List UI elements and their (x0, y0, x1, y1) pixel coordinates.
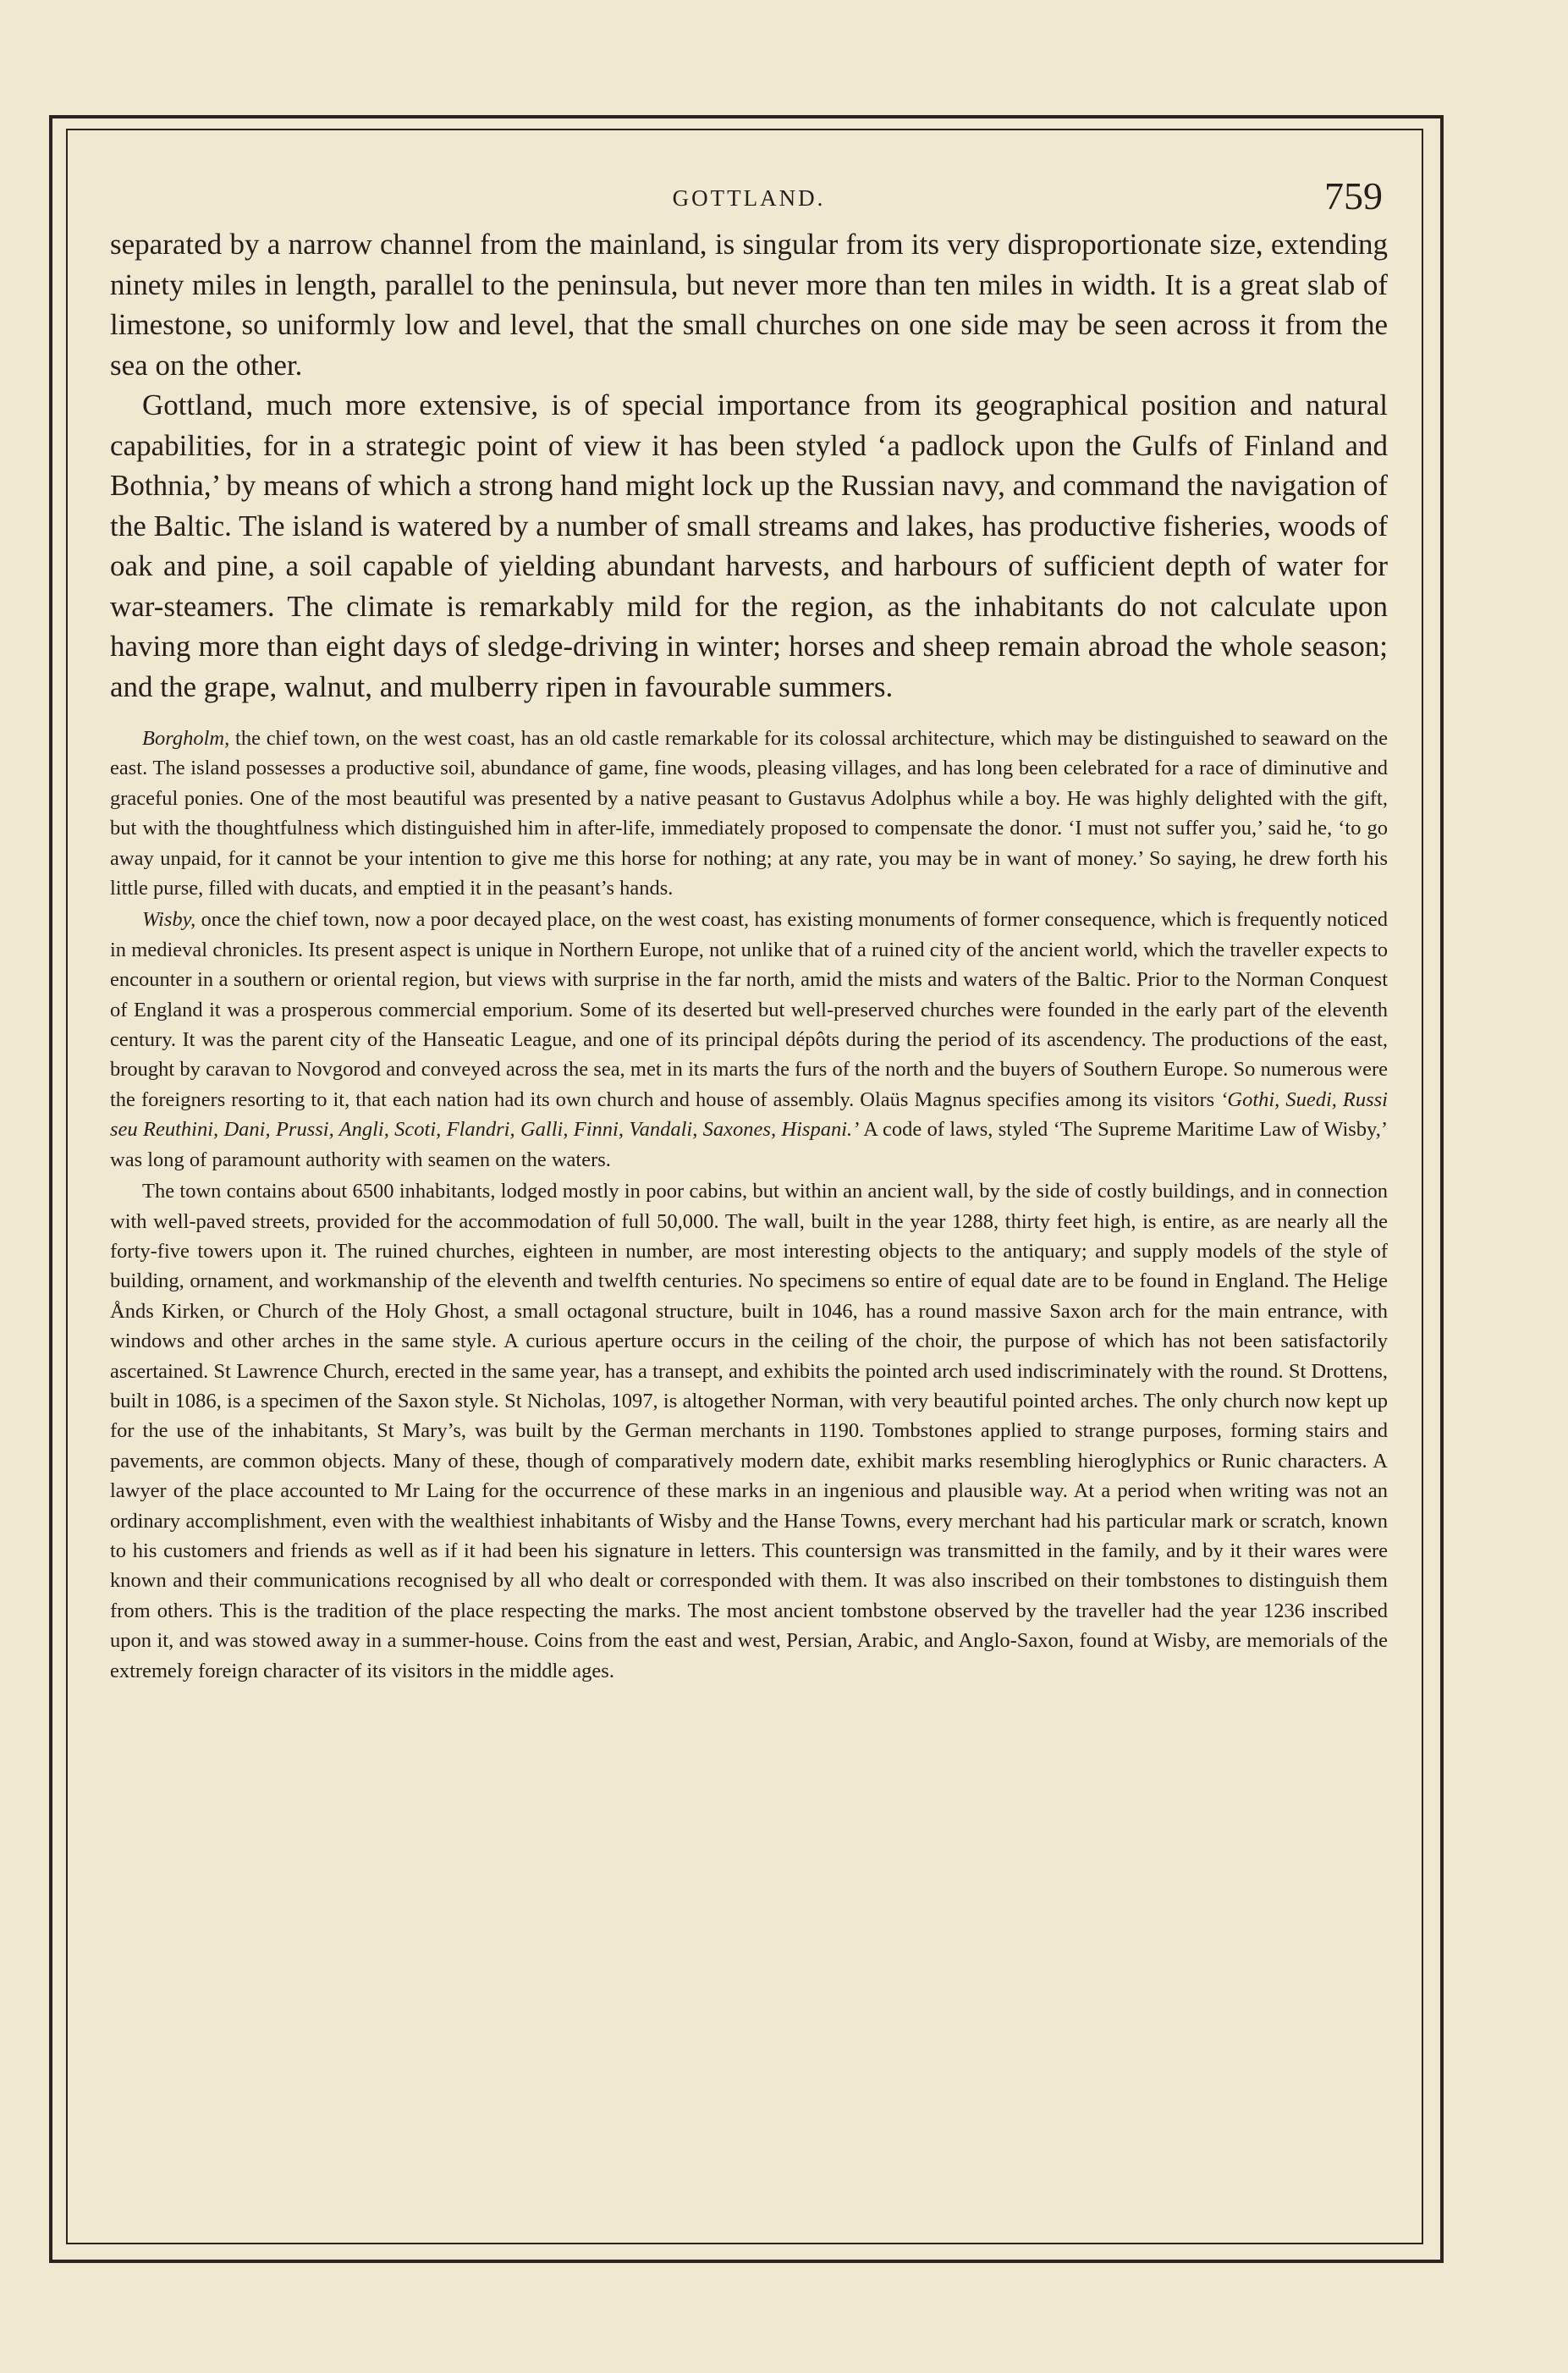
running-title: GOTTLAND. (672, 185, 826, 211)
wisby-paragraph (110, 905, 1388, 1175)
lead-paragraph: separated by a narrow channel from the mainland, is singular from its very disproportionate size, extending ninety miles in length, parallel to the peninsula, but never more than ten miles in width. It is a great slab of limestone, so uniformly low and level, that the small churches on one side may be seen across it from the sea on the other. (110, 228, 1388, 382)
small-print-section (110, 724, 1388, 1686)
borgholm-text: the chief town, on the west coast, has an old castle remarkable for its colossal architecture, which may be distinguished to seaward on the east. The island possesses a productive soil, abundance of game, fine woods, pleasing villages, and has long been celebrated for a race of diminutive and graceful ponies. One of the most beautiful was presented by a native peasant to Gustavus Adolphus while a boy. He was highly delighted with the gift, but with the thoughtfulness which distinguished him in after-life, immediately proposed to compensate the donor. ‘I must not suffer you,’ said he, ‘to go away unpaid, for it cannot be your intention to give me this horse for nothing; at any rate, you may be in want of money.’ So saying, he drew forth his little purse, filled with ducats, and emptied it in the peasant’s hands. (110, 727, 1388, 900)
running-head (110, 173, 1388, 224)
page-number: 759 (1324, 174, 1383, 217)
wisby-text: once the chief town, now a poor decayed place, on the west coast, has existing monuments of former consequence, which is frequently noticed in medieval chronicles. Its present aspect is unique in Northern Europe, not unlike that of a ruined city of the ancient world, which the traveller expects to encounter in a southern or oriental region, but views with surprise in the far north, amid the mists and waters of the Baltic. Prior to the Norman Conquest of England it was a prosperous commercial emporium. Some of its deserted but well-preserved churches were founded in the early part of the eleventh century. It was the parent city of the Hanseatic League, and one of its principal dépôts during the period of its ascendency. The productions of the east, brought by caravan to Novgorod and conveyed across the sea, met in its marts the furs of the north and the buyers of Southern Europe. So numerous were the foreigners resorting to it, that each nation had its own church and house of assembly. Olaüs Magnus specifies among its visitors (110, 908, 1388, 1111)
town-paragraph: The town contains about 6500 inhabitants, lodged mostly in poor cabins, but within an ancient wall, by the side of costly buildings, and in connection with well-paved streets, provided for the accommodation of full 50,000. The wall, built in the year 1288, thirty feet high, is entire, as are nearly all the forty-five towers upon it. The ruined churches, eighteen in number, are most interesting objects to the antiquary; and supply models of the style of building, ornament, and workmanship of the eleventh and twelfth centuries. No specimens so entire of equal date are to be found in England. The Helige Ånds Kirken, or Church of the Holy Ghost, a small octagonal structure, built in 1046, has a round massive Saxon arch for the main entrance, with windows and other arches in the same style. A curious aperture occurs in the ceiling of the choir, the purpose of which has not been satisfactorily ascertained. St Lawrence Church, erected in the same year, has a transept, and exhibits the pointed arch used indiscriminately with the round. St Drottens, built in 1086, is a specimen of the Saxon style. St Nicholas, 1097, is altogether Norman, with very beautiful pointed arches. The only church now kept up for the use of the inhabitants, St Mary’s, was built by the German merchants in 1190. Tombstones applied to strange purposes, forming stairs and pavements, are common objects. Many of these, though of comparatively modern date, exhibit marks resembling hieroglyphics or Runic characters. A lawyer of the place accounted to Mr Laing for the occurrence of these marks in an ingenious and plausible way. At a period when writing was not an ordinary accomplishment, even with the wealthiest inhabitants of Wisby and the Hanse Towns, every merchant had his particular mark or scratch, known to his customers and friends as well as if it had been his signature in letters. This countersign was transmitted in the family, and by it their wares were known and their communications recognised by all who dealt or corresponded with them. It was also inscribed on their tombstones to distinguish them from others. This is the tradition of the place respecting the marks. The most ancient tombstone observed by the traveller had the year 1236 inscribed upon it, and was stowed away in a summer-house. Coins from the east and west, Persian, Arabic, and Anglo-Saxon, found at Wisby, are memorials of the extremely foreign character of its visitors in the middle ages. (110, 1180, 1388, 1682)
lead-text (110, 224, 1388, 707)
wisby-visitors-list: ‘Gothi, Suedi, Russi seu Reuthini, Dani, Prussi, Angli, Scoti, Flandri, Galli, Finni, Vandali, Saxones, Hispani.’ (110, 1087, 1388, 1142)
wisby-tail: A code of laws, styled ‘The Supreme Maritime Law of Wisby,’ was long of paramount authority with seamen on the waters. (110, 1118, 1388, 1171)
wisby-name: Wisby, (142, 908, 196, 932)
page-content (110, 173, 1388, 2238)
borgholm-paragraph (110, 724, 1388, 903)
borgholm-name: Borgholm, (142, 727, 230, 750)
lead-paragraph: Gottland, much more extensive, is of special importance from its geographical position and natural capabilities, for in a strategic point of view it has been styled ‘a padlock upon the Gulfs of Finland and Bothnia,’ by means of which a strong hand might lock up the Russian navy, and command the navigation of the Baltic. The island is watered by a number of small streams and lakes, has productive fisheries, woods of oak and pine, a soil capable of yielding abundant harvests, and harbours of sufficient depth of water for war-steamers. The climate is remarkably mild for the region, as the inhabitants do not calculate upon having more than eight days of sledge-driving in winter; horses and sheep remain abroad the whole season; and the grape, walnut, and mulberry ripen in favourable summers. (110, 388, 1388, 703)
